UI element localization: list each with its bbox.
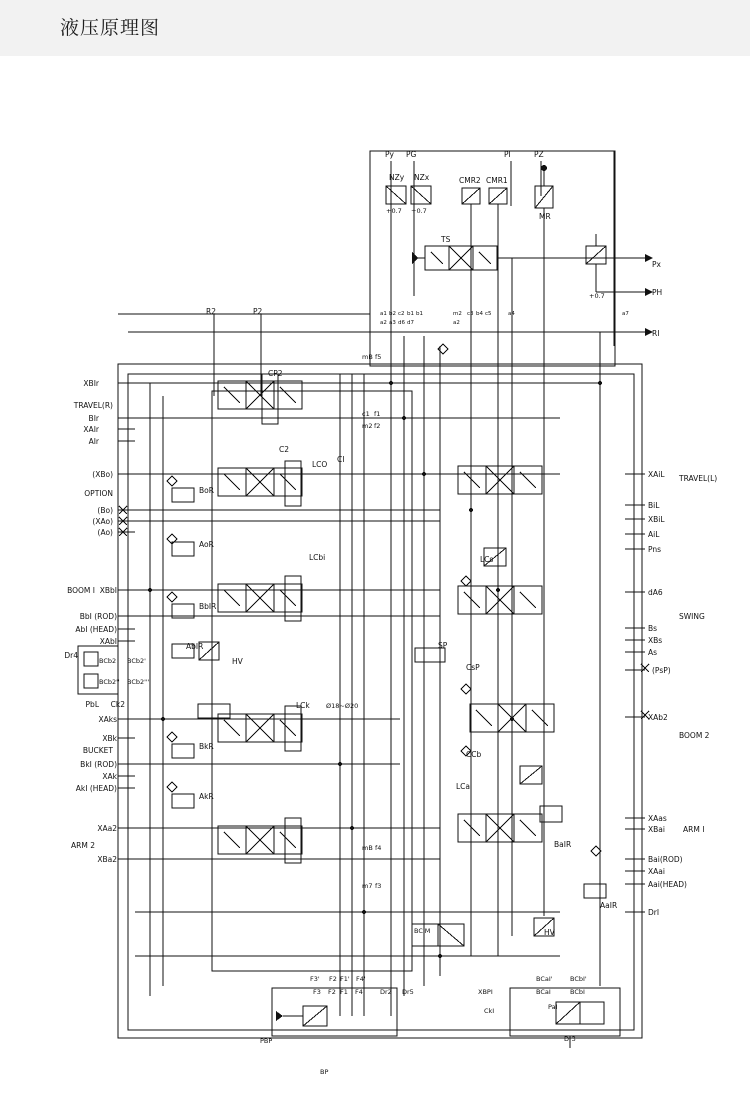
plugged-port-marks <box>119 506 649 719</box>
label-right-port: Bs <box>648 624 658 633</box>
label-bottom: BCbI' <box>570 975 587 983</box>
label-right-port: Aai(HEAD) <box>648 880 687 889</box>
label-inner: BCb2'' <box>99 678 120 686</box>
label-top-port: PG <box>406 150 417 159</box>
label-bottom: PaI <box>548 1003 558 1011</box>
label-pilot-tag: a1 <box>380 311 387 317</box>
label-left-port: Dr4 <box>64 651 78 660</box>
label-right-port: PH <box>652 288 663 297</box>
left-spool-column <box>212 391 412 971</box>
label-bottom: BCaI <box>536 988 551 996</box>
label-left-port: BIr <box>88 414 99 423</box>
label-right-port: RI <box>652 329 660 338</box>
label-left-port: AkI (HEAD) <box>75 784 117 793</box>
label-top-port: PZ <box>534 150 544 159</box>
label-left-port: PbL <box>85 700 99 709</box>
label-pilot-tag: c2 <box>398 311 405 317</box>
label-inner: LCO <box>312 460 328 469</box>
label-right-port: TRAVEL(L) <box>679 474 718 483</box>
label-left-port: (XBo) <box>92 470 113 479</box>
label-bottom: Dr2 <box>380 988 392 996</box>
label-right-port: SWING <box>679 612 705 621</box>
label-right-port: As <box>648 648 658 657</box>
internal-rails <box>135 383 600 956</box>
label-valve: NZx <box>414 173 430 182</box>
label-pilot-tag: a2 <box>380 320 387 326</box>
label-inner: HV <box>232 657 243 666</box>
label-inner: CCb <box>466 750 482 759</box>
label-left-port: TRAVEL(R) <box>73 401 113 410</box>
label-inner: BCb2''' <box>127 678 150 686</box>
label-bottom: F2 <box>329 975 337 983</box>
label-inner: C2 <box>279 445 290 454</box>
label-inner: f4 <box>375 844 382 852</box>
label-right-port: (PsP) <box>652 666 671 675</box>
label-left-port: AIr <box>88 437 99 446</box>
valve-sp <box>415 648 445 662</box>
label-pilot-tag: a3 <box>389 320 396 326</box>
label-inner: BkR <box>199 742 214 751</box>
label-inner: SP <box>438 641 448 650</box>
label-right-port: Pns <box>648 545 662 554</box>
left-port-stubs <box>118 383 135 859</box>
hydraulic-schematic-svg <box>0 56 750 1096</box>
label-right-port: XBai <box>648 825 665 834</box>
label-valve: NZy <box>389 173 405 182</box>
label-inner: AkR <box>199 792 214 801</box>
label-left-port: (XAo) <box>92 517 113 526</box>
label-inner: R2 <box>206 307 216 316</box>
label-right-port: XAas <box>648 814 667 823</box>
label-bottom: XBPI <box>478 988 493 996</box>
label-left-port: BbI (ROD) <box>79 612 117 621</box>
label-right-port: XBiL <box>648 515 665 524</box>
label-right-port: XAiL <box>648 470 665 479</box>
label-left-port: XAks <box>98 715 117 724</box>
valve-lck <box>198 704 230 718</box>
label-left-port: XAIr <box>83 425 99 434</box>
label-inner: AbIR <box>186 642 204 651</box>
label-right-port: XBs <box>648 636 663 645</box>
label-pilot-tag: m2 <box>453 311 462 317</box>
label-top-port: PI <box>504 150 511 159</box>
label-right-port: dA6 <box>648 588 663 597</box>
label-left-port: XAa2 <box>97 824 117 833</box>
main-valve-block-inner <box>128 374 634 1030</box>
label-pilot-tag: a4 <box>508 311 515 317</box>
label-valve: +0.7 <box>411 207 427 215</box>
label-left-port: XBk <box>102 734 117 743</box>
label-pilot-tag: b2 <box>389 311 396 317</box>
label-inner: m7 <box>362 882 373 890</box>
label-bottom: F3' <box>310 975 320 983</box>
label-pilot-tag: d7 <box>407 320 414 326</box>
label-inner: LCaI <box>456 782 473 791</box>
label-top-port: Py <box>385 150 394 159</box>
label-inner: CsP <box>466 663 480 672</box>
valve-bkr <box>172 744 194 758</box>
label-inner: BbIR <box>199 602 217 611</box>
label-inner: P2 <box>253 307 263 316</box>
restrictor-marks <box>167 344 601 856</box>
junction-dots <box>148 381 602 958</box>
label-right-port: DrI <box>648 908 660 917</box>
label-bottom: F4 <box>355 988 363 996</box>
label-inner: CI <box>337 455 345 464</box>
label-valve: +0.7 <box>589 292 605 300</box>
label-right-port: XAb2 <box>648 713 668 722</box>
label-pilot-tag: b4 <box>476 311 483 317</box>
label-left-port: AbI (HEAD) <box>75 625 117 634</box>
label-inner: BoR <box>199 486 214 495</box>
label-inner: f5 <box>375 353 382 361</box>
label-inner: BCIM <box>414 927 431 935</box>
label-pilot-tag: d6 <box>398 320 405 326</box>
label-inner: BaIR <box>554 840 572 849</box>
label-bottom: BCbI <box>570 988 585 996</box>
label-inner: c1 <box>362 410 370 418</box>
diagram-container <box>0 56 750 1096</box>
label-bottom: Dr3 <box>564 1035 576 1043</box>
label-right-port: BOOM 2 <box>679 731 710 740</box>
label-inner: f1 <box>374 410 381 418</box>
label-bottom: F4' <box>356 975 366 983</box>
label-valve: TS <box>441 235 451 244</box>
label-left-port: BUCKET <box>82 746 113 755</box>
header-bar <box>0 0 750 57</box>
label-left-port: (Bo) <box>97 506 113 515</box>
label-bottom: Dr5 <box>402 988 414 996</box>
main-valve-block-outline <box>118 364 642 1038</box>
label-inner: Ø18~Ø20 <box>326 702 359 710</box>
label-bottom: F1' <box>340 975 350 983</box>
label-valve: +0.7 <box>386 207 402 215</box>
valve-arm1-aux <box>540 806 562 822</box>
label-bottom: CkI <box>484 1007 495 1015</box>
label-inner: CP2 <box>268 369 283 378</box>
label-inner: LCs <box>480 555 494 564</box>
label-inner: f2 <box>374 422 381 430</box>
valve-akr <box>172 794 194 808</box>
label-right-port: XAai <box>648 867 665 876</box>
label-inner: BCb2' <box>127 657 146 665</box>
label-right-port: ARM I <box>683 825 705 834</box>
label-left-port: BOOM I <box>67 586 95 595</box>
label-inner: mB <box>362 353 373 361</box>
label-left-port: ARM 2 <box>71 841 95 850</box>
label-left-port: XBbI <box>99 586 117 595</box>
label-inner: LCbi <box>309 553 326 562</box>
label-inner: AoR <box>199 540 214 549</box>
label-inner: f3 <box>375 882 382 890</box>
label-bottom: BCaI' <box>536 975 553 983</box>
label-pilot-tag: a2 <box>453 320 460 326</box>
label-inner: mB <box>362 844 373 852</box>
label-left-port: (Ao) <box>97 528 113 537</box>
label-inner: HV <box>544 928 555 937</box>
label-bottom: PBP <box>260 1037 273 1045</box>
valve-aor <box>172 542 194 556</box>
label-inner: AaIR <box>600 901 618 910</box>
label-right-port: BiL <box>648 501 660 510</box>
label-left-port: XAbI <box>99 637 117 646</box>
label-valve: CMR1 <box>486 176 508 185</box>
label-left-port: Ck2 <box>110 700 125 709</box>
label-pilot-tag: c5 <box>485 311 492 317</box>
label-bottom: BP <box>320 1068 329 1076</box>
label-left-port: XBa2 <box>97 855 117 864</box>
label-pilot-tag: a7 <box>622 311 629 317</box>
label-inner: m2 <box>362 422 373 430</box>
label-pilot-tag: c3 <box>467 311 474 317</box>
label-bottom: F2 <box>328 988 336 996</box>
label-left-port: XBIr <box>83 379 99 388</box>
label-bottom: F3 <box>313 988 321 996</box>
valve-bor <box>172 488 194 502</box>
label-left-port: OPTION <box>84 489 113 498</box>
label-right-port: Px <box>652 260 661 269</box>
label-right-port: AiL <box>648 530 660 539</box>
label-inner: BCb2 <box>99 657 117 665</box>
label-left-port: XAk <box>102 772 117 781</box>
page-title: 液压原理图 <box>60 17 161 39</box>
label-pilot-tag: b1 <box>407 311 414 317</box>
label-left-port: BkI (ROD) <box>80 760 117 769</box>
label-valve: CMR2 <box>459 176 481 185</box>
label-bottom: F1 <box>340 988 348 996</box>
valve-aa1r <box>584 884 606 898</box>
label-pilot-tag: b1 <box>416 311 423 317</box>
label-right-port: Bai(ROD) <box>648 855 683 864</box>
label-valve: MR <box>539 212 551 221</box>
label-inner: LCk <box>296 701 310 710</box>
